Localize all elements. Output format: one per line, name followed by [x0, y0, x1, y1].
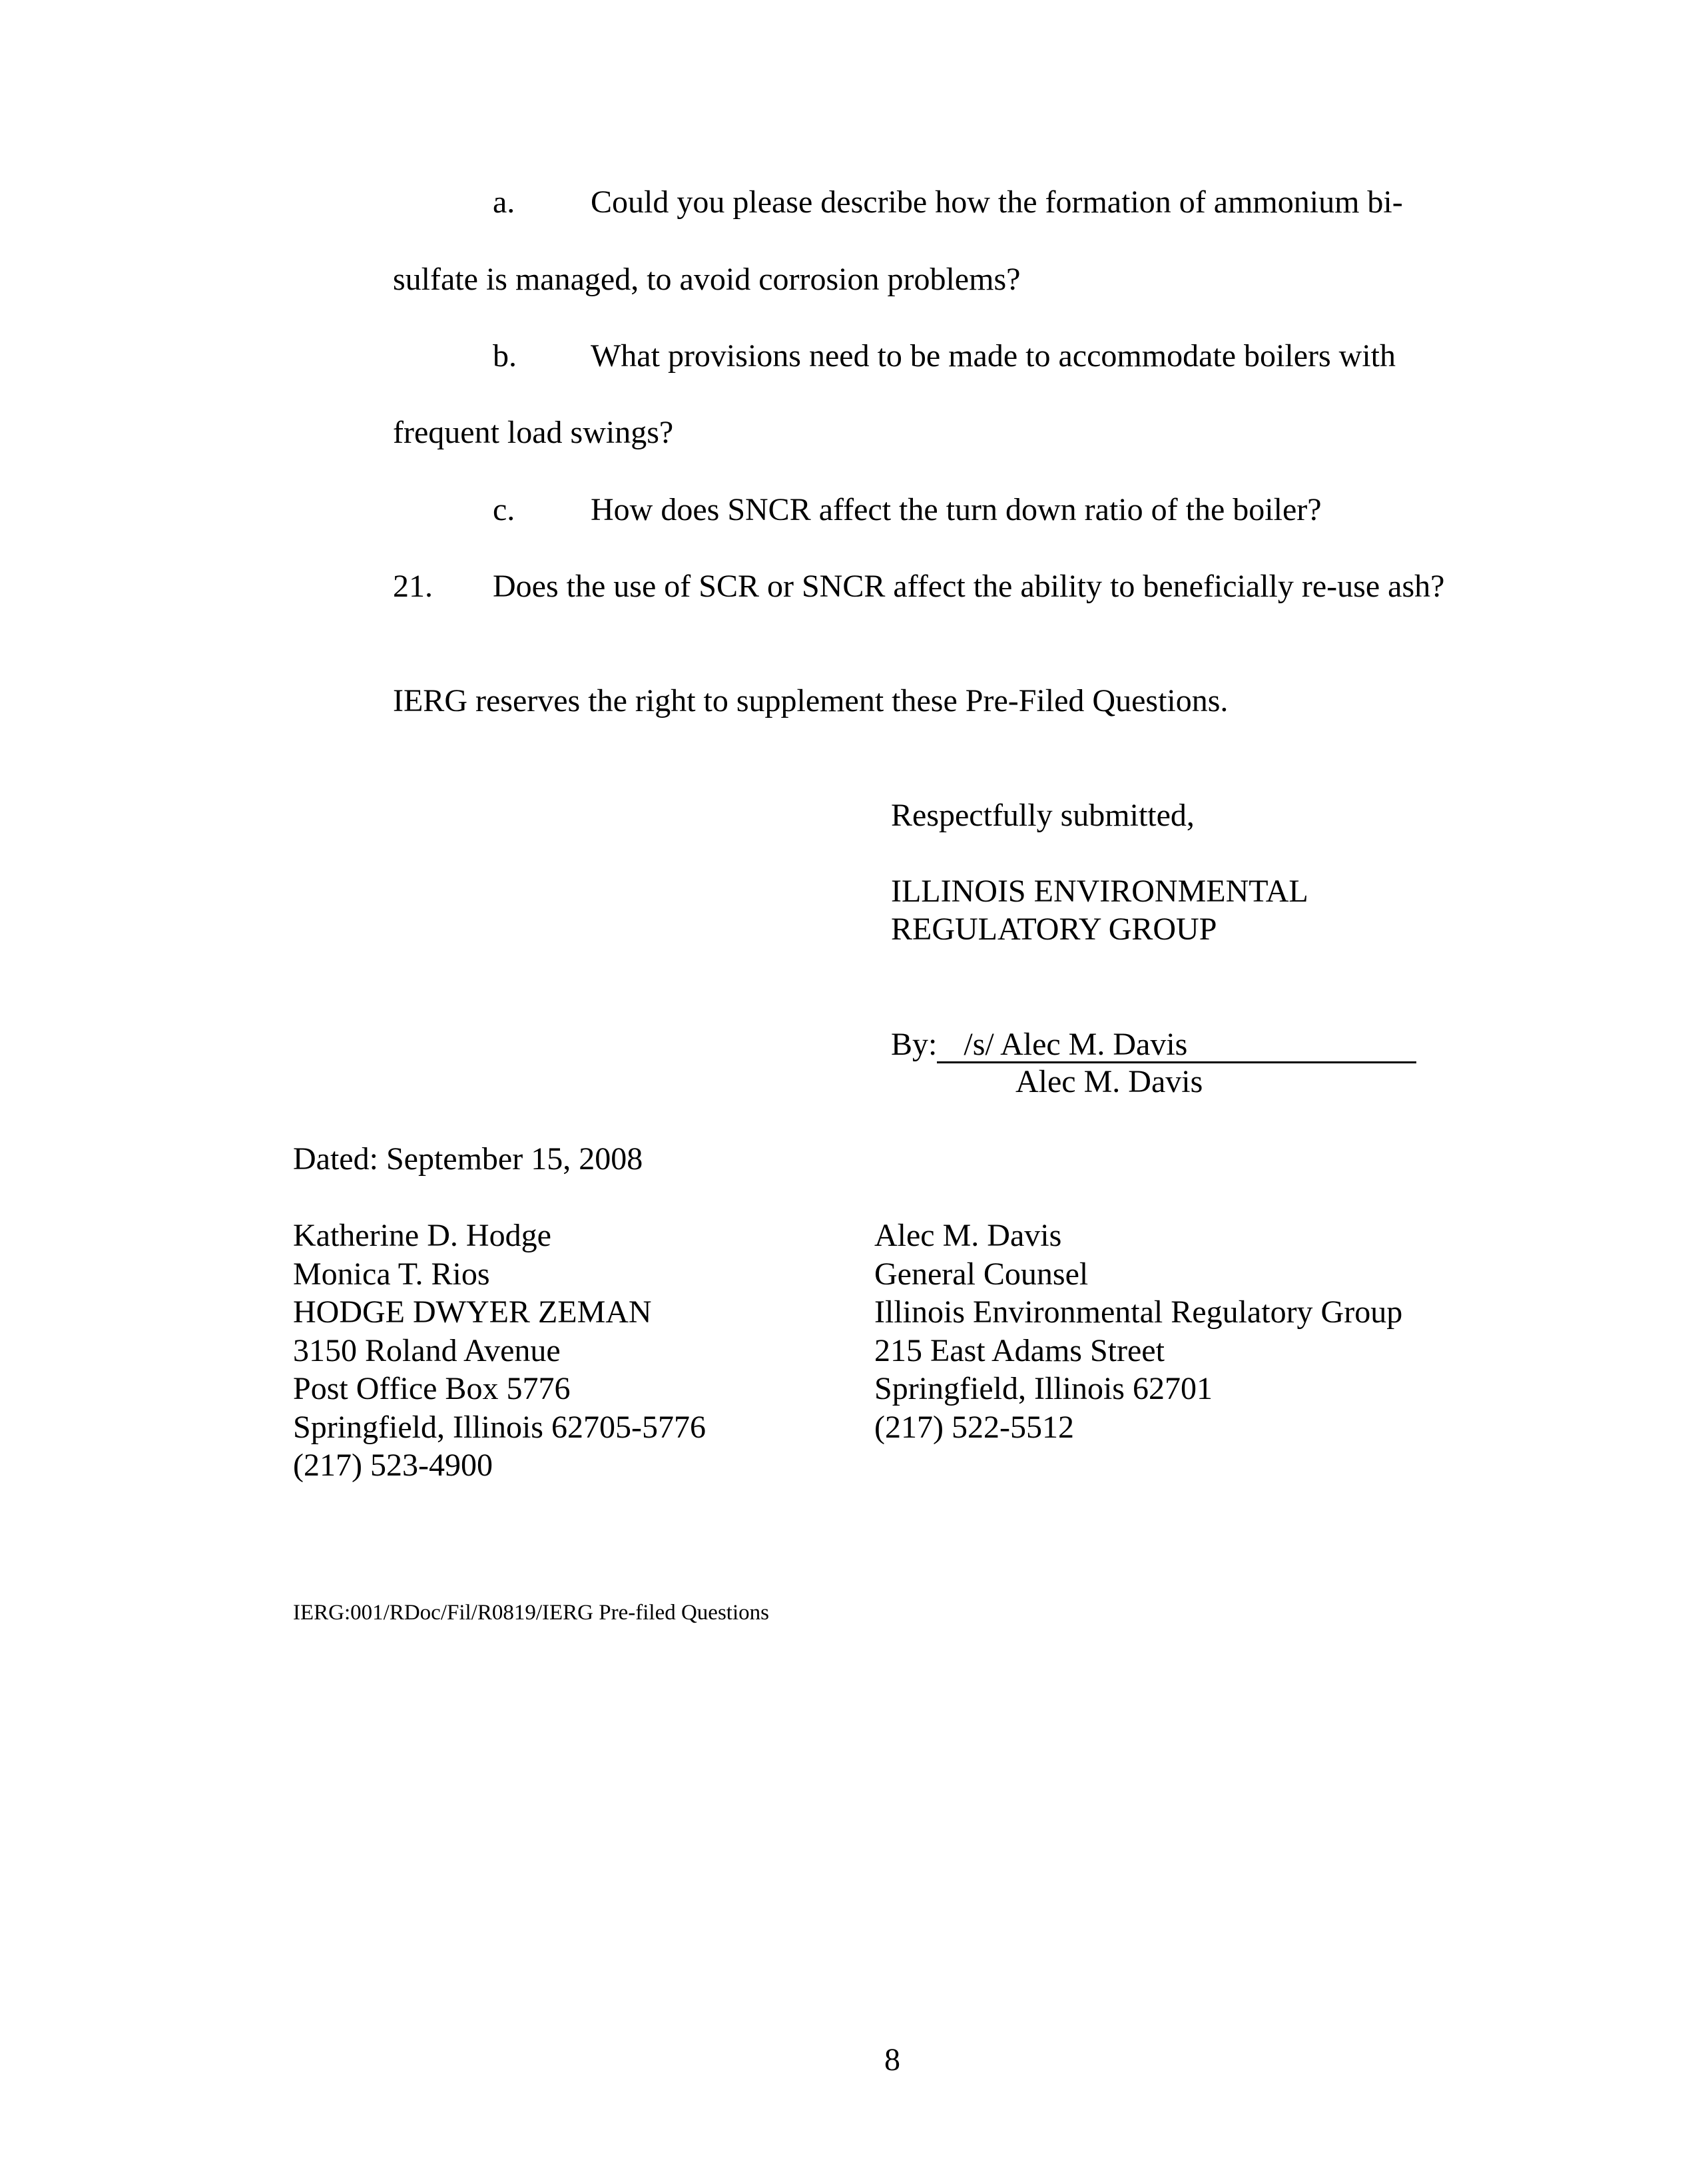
question-a-marker: a. — [493, 184, 515, 220]
left-contact-line: Katherine D. Hodge — [293, 1218, 551, 1253]
signer-name: Alec M. Davis — [1015, 1064, 1203, 1099]
left-contact-line: Post Office Box 5776 — [293, 1371, 571, 1406]
question-b-line1: What provisions need to be made to accommodate boilers with — [591, 338, 1396, 374]
question-a-line1: Could you please describe how the formation of ammonium bi- — [591, 184, 1403, 220]
left-contact-line: 3150 Roland Avenue — [293, 1332, 561, 1368]
left-contact-line: Springfield, Illinois 62705-5776 — [293, 1409, 706, 1445]
right-contact-line: 215 East Adams Street — [874, 1332, 1165, 1368]
left-contact-block — [293, 1217, 706, 1485]
reservation-statement: IERG reserves the right to supplement these Pre-Filed Questions. — [393, 683, 1229, 718]
right-contact-line: Alec M. Davis — [874, 1218, 1062, 1253]
closing-salutation: Respectfully submitted, — [891, 798, 1195, 833]
right-contact-line: Springfield, Illinois 62701 — [874, 1371, 1213, 1406]
dated-line: Dated: September 15, 2008 — [293, 1141, 643, 1177]
right-contact-line: General Counsel — [874, 1256, 1089, 1292]
left-contact-line: HODGE DWYER ZEMAN — [293, 1294, 652, 1330]
organization-line-2: REGULATORY GROUP — [891, 912, 1217, 947]
question-b-line2: frequent load swings? — [393, 415, 674, 450]
right-contact-line: Illinois Environmental Regulatory Group — [874, 1294, 1403, 1330]
by-label: By: — [891, 1027, 938, 1062]
question-c-marker: c. — [493, 492, 515, 527]
left-contact-line: Monica T. Rios — [293, 1256, 490, 1292]
question-a-line2: sulfate is managed, to avoid corrosion problems? — [393, 262, 1021, 297]
question-21-text: Does the use of SCR or SNCR affect the ability to beneficially re-use ash? — [493, 569, 1445, 604]
file-reference: IERG:001/RDoc/Fil/R0819/IERG Pre-filed Questions — [293, 1601, 769, 1625]
right-contact-line: (217) 522-5512 — [874, 1409, 1074, 1445]
question-21-marker: 21. — [393, 569, 433, 604]
question-c-line1: How does SNCR affect the turn down ratio of the boiler? — [591, 492, 1322, 527]
page-number: 8 — [884, 2042, 900, 2077]
right-contact-block — [874, 1217, 1402, 1446]
left-contact-line: (217) 523-4900 — [293, 1448, 493, 1483]
question-b-marker: b. — [493, 338, 517, 374]
organization-line-1: ILLINOIS ENVIRONMENTAL — [891, 874, 1308, 909]
electronic-signature: /s/ Alec M. Davis — [937, 1028, 1416, 1063]
signature-line — [891, 1026, 1416, 1063]
